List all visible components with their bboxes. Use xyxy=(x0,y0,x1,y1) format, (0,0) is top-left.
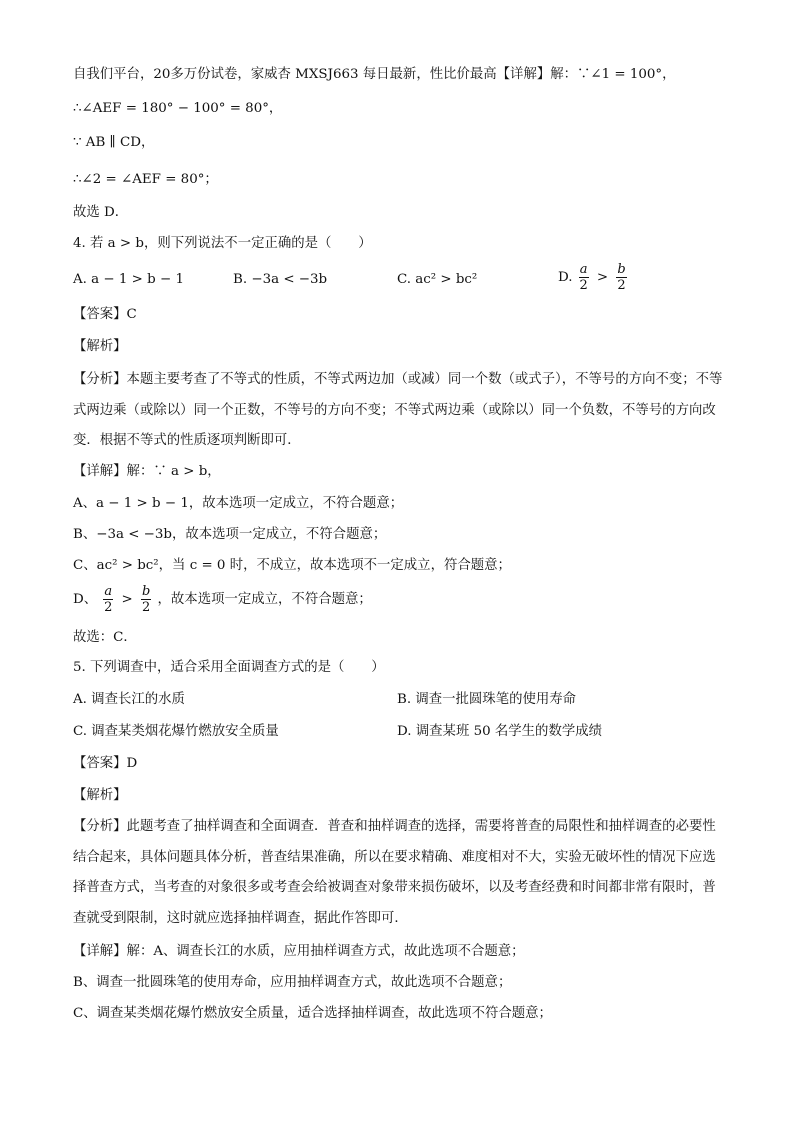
q4-option-b: B. −3a < −3b xyxy=(233,272,328,287)
q4-detail-b: B、−3a < −3b，故本选项一定成立，不符合题意； xyxy=(73,527,387,542)
text-line: 故选 D． xyxy=(73,205,129,220)
q4-detail: 【详解】解：∵ a > b， xyxy=(73,464,221,479)
fraction-b-over-2: $\frac{b}{2}$ xyxy=(617,262,626,293)
q4-detail-d-label: D、 xyxy=(73,592,98,607)
q4-answer: 【答案】C xyxy=(73,307,137,322)
q4-detail-c: C、ac² > bc²，当 c = 0 时，不成立，故本选项不一定成立，符合题意； xyxy=(73,558,511,573)
q4-option-d-label: D. xyxy=(558,270,573,285)
text-line: ∴∠AEF = 180° − 100° = 80°， xyxy=(73,101,283,116)
q4-detail-d xyxy=(73,584,723,615)
q4-choose: 故选：C． xyxy=(73,630,137,645)
q4-option-c: C. ac² > bc² xyxy=(397,272,478,287)
q5-detail-b: B、调查一批圆珠笔的使用寿命，应用抽样调查方式，故此选项不合题意； xyxy=(73,975,512,990)
q5-detail-c: C、调查某类烟花爆竹燃放安全质量，适合选择抽样调查，故此选项不符合题意； xyxy=(73,1006,552,1021)
q5-jiexi-heading: 【解析】 xyxy=(73,788,127,803)
text-line: 自我们平台，20多万份试卷，家威杏 MXSJ663 每日最新，性比价最高【详解】解：∵∠1 = 100°， xyxy=(73,67,676,82)
q5-option-a: A. 调查长江的水质 xyxy=(73,692,185,707)
greater-than-sign: > xyxy=(121,591,133,607)
q5-analysis: 【分析】此题考查了抽样调查和全面调查．普查和抽样调查的选择，需要将普查的局限性和抽样调查的必要性结合起来，具体问题具体分析，普查结果准确，所以在要求精确、难度相对不大，实验无破坏性的情况下应选择普查方式，当考查的对象很多或考查会给被调查对象带来损伤破坏，以及考查经费和时间都非常有限时，普查就受到限制，这时就应选择抽样调查，据此作答即可． xyxy=(73,819,716,926)
q5-option-b: B. 调查一批圆珠笔的使用寿命 xyxy=(397,692,577,707)
q4-option-a: A. a − 1 > b − 1 xyxy=(73,272,184,287)
question-4-stem: 4. 若 a > b，则下列说法不一定正确的是（ ） xyxy=(73,236,372,251)
q4-analysis: 【分析】本题主要考查了不等式的性质，不等式两边加（或减）同一个数（或式子），不等号的方向不变；不等式两边乘（或除以）同一个正数，不等号的方向不变；不等式两边乘（或除以）同一个负数，不等号的方向改变．根据不等式的性质逐项判断即可． xyxy=(73,372,723,448)
fraction-b-over-2: $\frac{b}{2}$ xyxy=(141,584,151,615)
q5-option-d: D. 调查某班 50 名学生的数学成绩 xyxy=(397,724,603,739)
q4-detail-d-text: ，故本选项一定成立，不符合题意； xyxy=(157,592,372,607)
q4-detail-a: A、a − 1 > b − 1，故本选项一定成立，不符合题意； xyxy=(73,496,404,511)
greater-than-sign: > xyxy=(596,269,609,285)
q4-jiexi-heading: 【解析】 xyxy=(73,339,127,354)
text-line: ∵ AB ∥ CD， xyxy=(73,135,155,150)
q4-option-d xyxy=(558,262,629,293)
fraction-a-over-2: $\frac{a}{2}$ xyxy=(579,262,588,293)
q5-option-c: C. 调查某类烟花爆竹燃放安全质量 xyxy=(73,724,279,739)
text-line: ∴∠2 = ∠AEF = 80°； xyxy=(73,172,218,187)
q5-answer: 【答案】D xyxy=(73,756,138,771)
fraction-a-over-2: $\frac{a}{2}$ xyxy=(104,584,113,615)
q5-detail-a: 【详解】解：A、调查长江的水质，应用抽样调查方式，故此选项不合题意； xyxy=(73,944,525,959)
question-5-stem: 5. 下列调查中，适合采用全面调查方式的是（ ） xyxy=(73,660,385,675)
